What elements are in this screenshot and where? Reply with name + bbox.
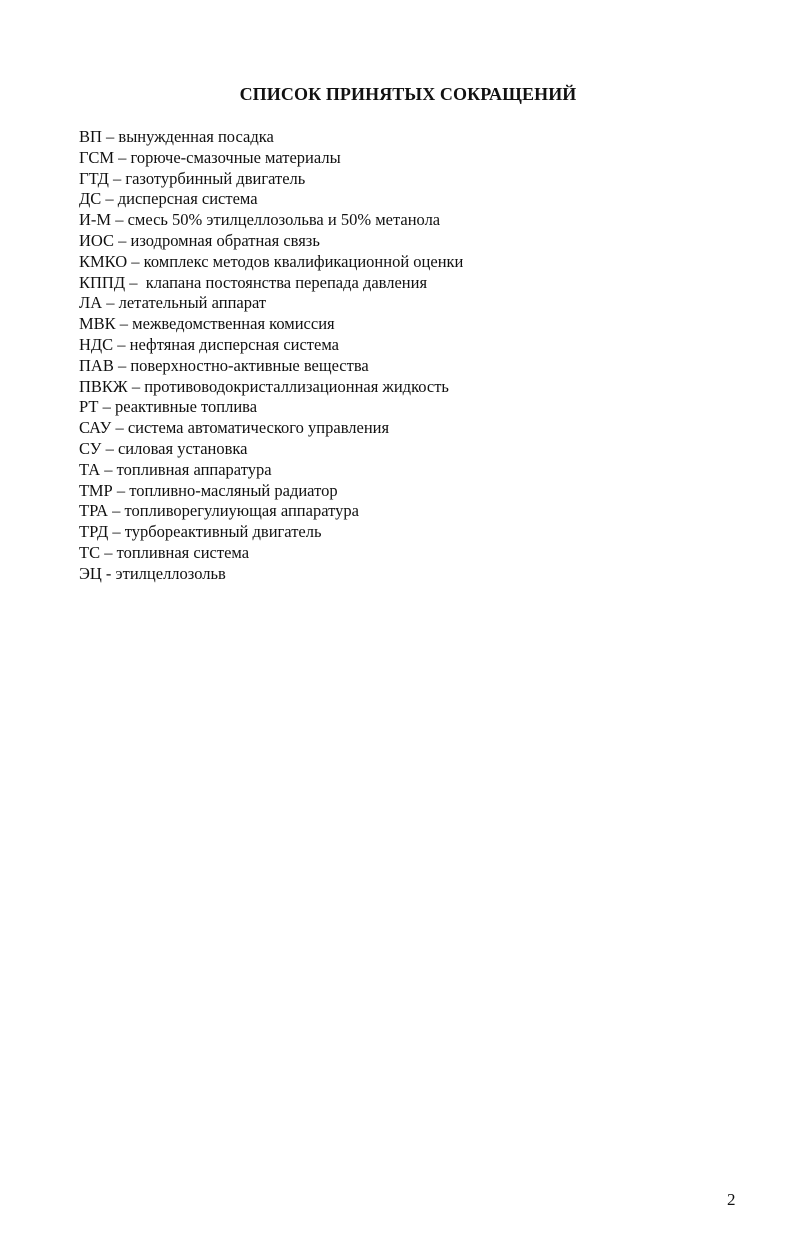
page-title: СПИСОК ПРИНЯТЫХ СОКРАЩЕНИЙ (239, 84, 577, 104)
list-item: КППД – клапана постоянства перепада давления (79, 272, 428, 292)
list-item: ГТД – газотурбинный двигатель (79, 168, 306, 188)
list-item: ВП – вынужденная посадка (79, 127, 274, 146)
list-item: ПВКЖ – противоводокристаллизационная жидкость (79, 376, 449, 396)
list-item: ТРА – топливорегулиующая аппаратура (79, 501, 359, 521)
list-item: И-М – смесь 50% этилцеллозольва и 50% метанола (79, 210, 441, 230)
list-item: ТРД – турбореактивный двигатель (79, 522, 322, 542)
list-item: РТ – реактивные топлива (79, 397, 258, 417)
list-item: ТС – топливная система (79, 542, 250, 562)
list-item: КМКО – комплекс методов квалификационной оценки (79, 251, 464, 271)
list-item: ТА – топливная аппаратура (79, 459, 272, 479)
list-item: ЭЦ - этилцеллозольв (79, 563, 226, 583)
list-item: МВК – межведомственная комиссия (79, 314, 335, 334)
list-item: ИОС – изодромная обратная связь (79, 230, 320, 250)
abbreviation-list (79, 127, 463, 585)
list-item: ДС – дисперсная система (79, 189, 258, 209)
list-item: САУ – система автоматического управления (79, 418, 390, 438)
list-item: СУ – силовая установка (79, 438, 248, 458)
list-item: НДС – нефтяная дисперсная система (79, 334, 339, 354)
list-item: ГСМ – горюче-смазочные материалы (79, 147, 341, 167)
list-item: ПАВ – поверхностно-активные вещества (79, 355, 369, 375)
page-number: 2 (727, 1190, 736, 1209)
list-item: ЛА – летательный аппарат (79, 293, 267, 313)
list-item: ТМР – топливно-масляный радиатор (79, 480, 338, 500)
